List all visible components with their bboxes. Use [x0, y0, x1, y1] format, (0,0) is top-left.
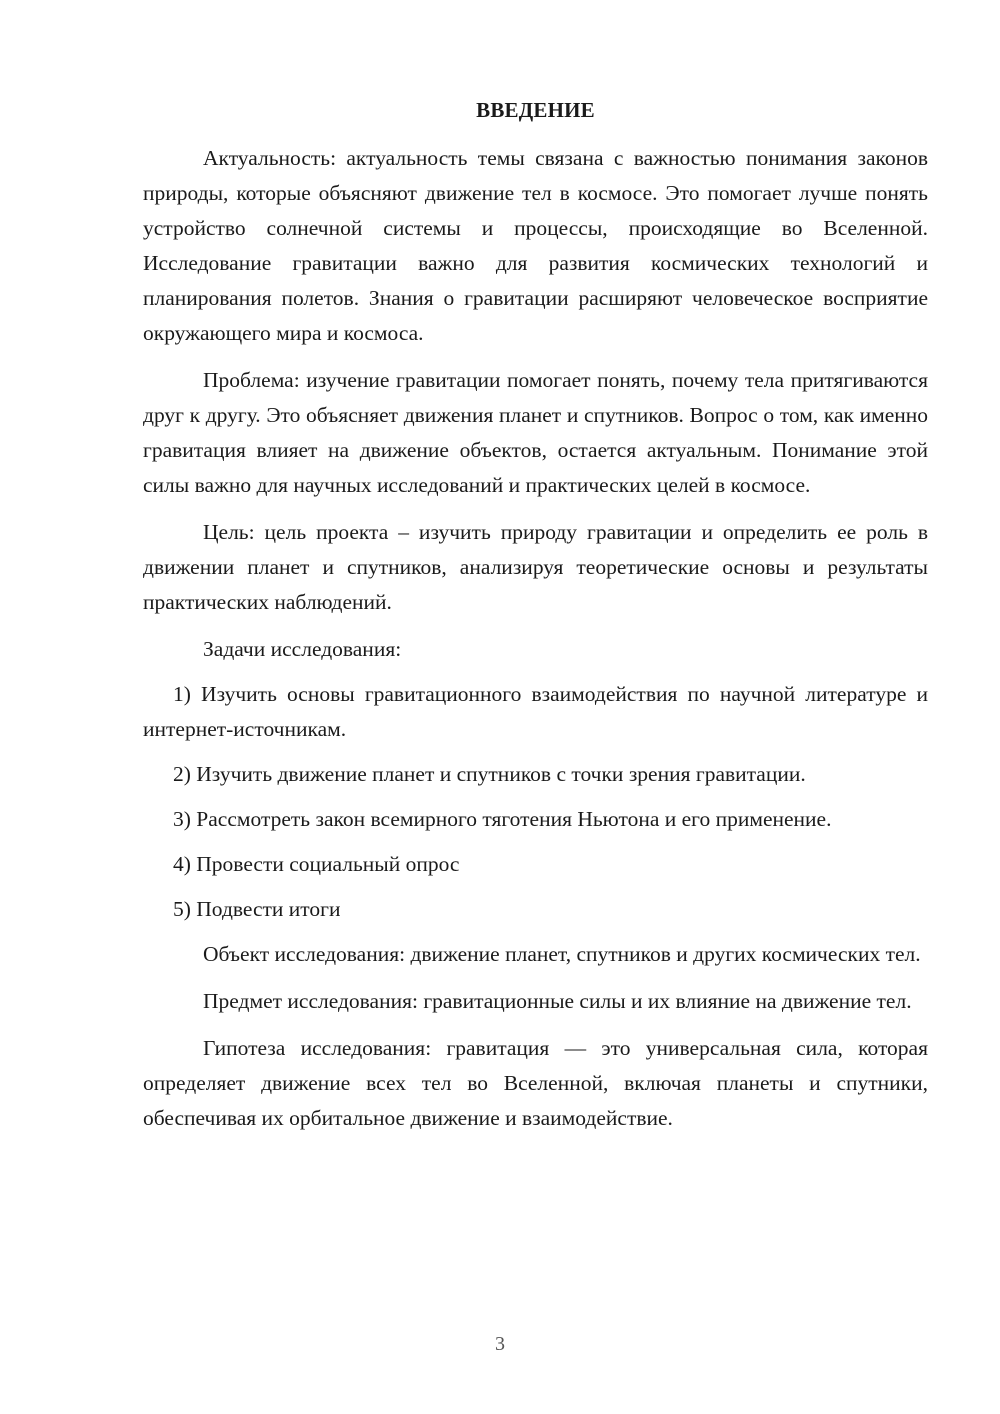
list-item: 5) Подвести итоги [173, 897, 341, 921]
tasks-list [143, 677, 928, 927]
paragraph-hypothesis: Гипотеза исследования: гравитация — это универсальная сила, которая определяет движение всех тел во Вселенной, включая планеты и спутники, обеспечивая их орбитальное движение и взаимодействие. [143, 1036, 928, 1130]
page-number: 3 [495, 1333, 505, 1355]
paragraph-relevance: Актуальность: актуальность темы связана с важностью понимания законов природы, которые объясняют движение тел в космосе. Это помогает лучше понять устройство солнечной системы и процессы, происходящие во Вселенной. Исследование гравитации важно для развития космических технологий и планирования полетов. Знания о гравитации расширяют человеческое восприятие окружающего мира и космоса. [143, 146, 928, 345]
paragraph-subject: Предмет исследования: гравитационные силы и их влияние на движение тел. [203, 989, 912, 1013]
page-title: ВВЕДЕНИЕ [476, 98, 595, 122]
paragraph-goal: Цель: цель проекта – изучить природу гравитации и определить ее роль в движении планет и спутников, анализируя теоретические основы и результаты практических наблюдений. [143, 520, 928, 614]
list-item: 1) Изучить основы гравитационного взаимодействия по научной литературе и интернет-источникам. [143, 682, 928, 741]
paragraph-object: Объект исследования: движение планет, спутников и других космических тел. [203, 942, 921, 966]
list-item: 4) Провести социальный опрос [173, 852, 460, 876]
document-page [143, 93, 928, 1148]
paragraph-problem: Проблема: изучение гравитации помогает понять, почему тела притягиваются друг к другу. Это объясняет движения планет и спутников. Вопрос о том, как именно гравитация влияет на движение объектов, остается актуальным. Понимание этой силы важно для научных исследований и практических целей в космосе. [143, 368, 928, 497]
list-item: 2) Изучить движение планет и спутников с точки зрения гравитации. [173, 762, 806, 786]
list-item: 3) Рассмотреть закон всемирного тяготения Ньютона и его применение. [173, 807, 832, 831]
tasks-heading: Задачи исследования: [203, 637, 402, 661]
